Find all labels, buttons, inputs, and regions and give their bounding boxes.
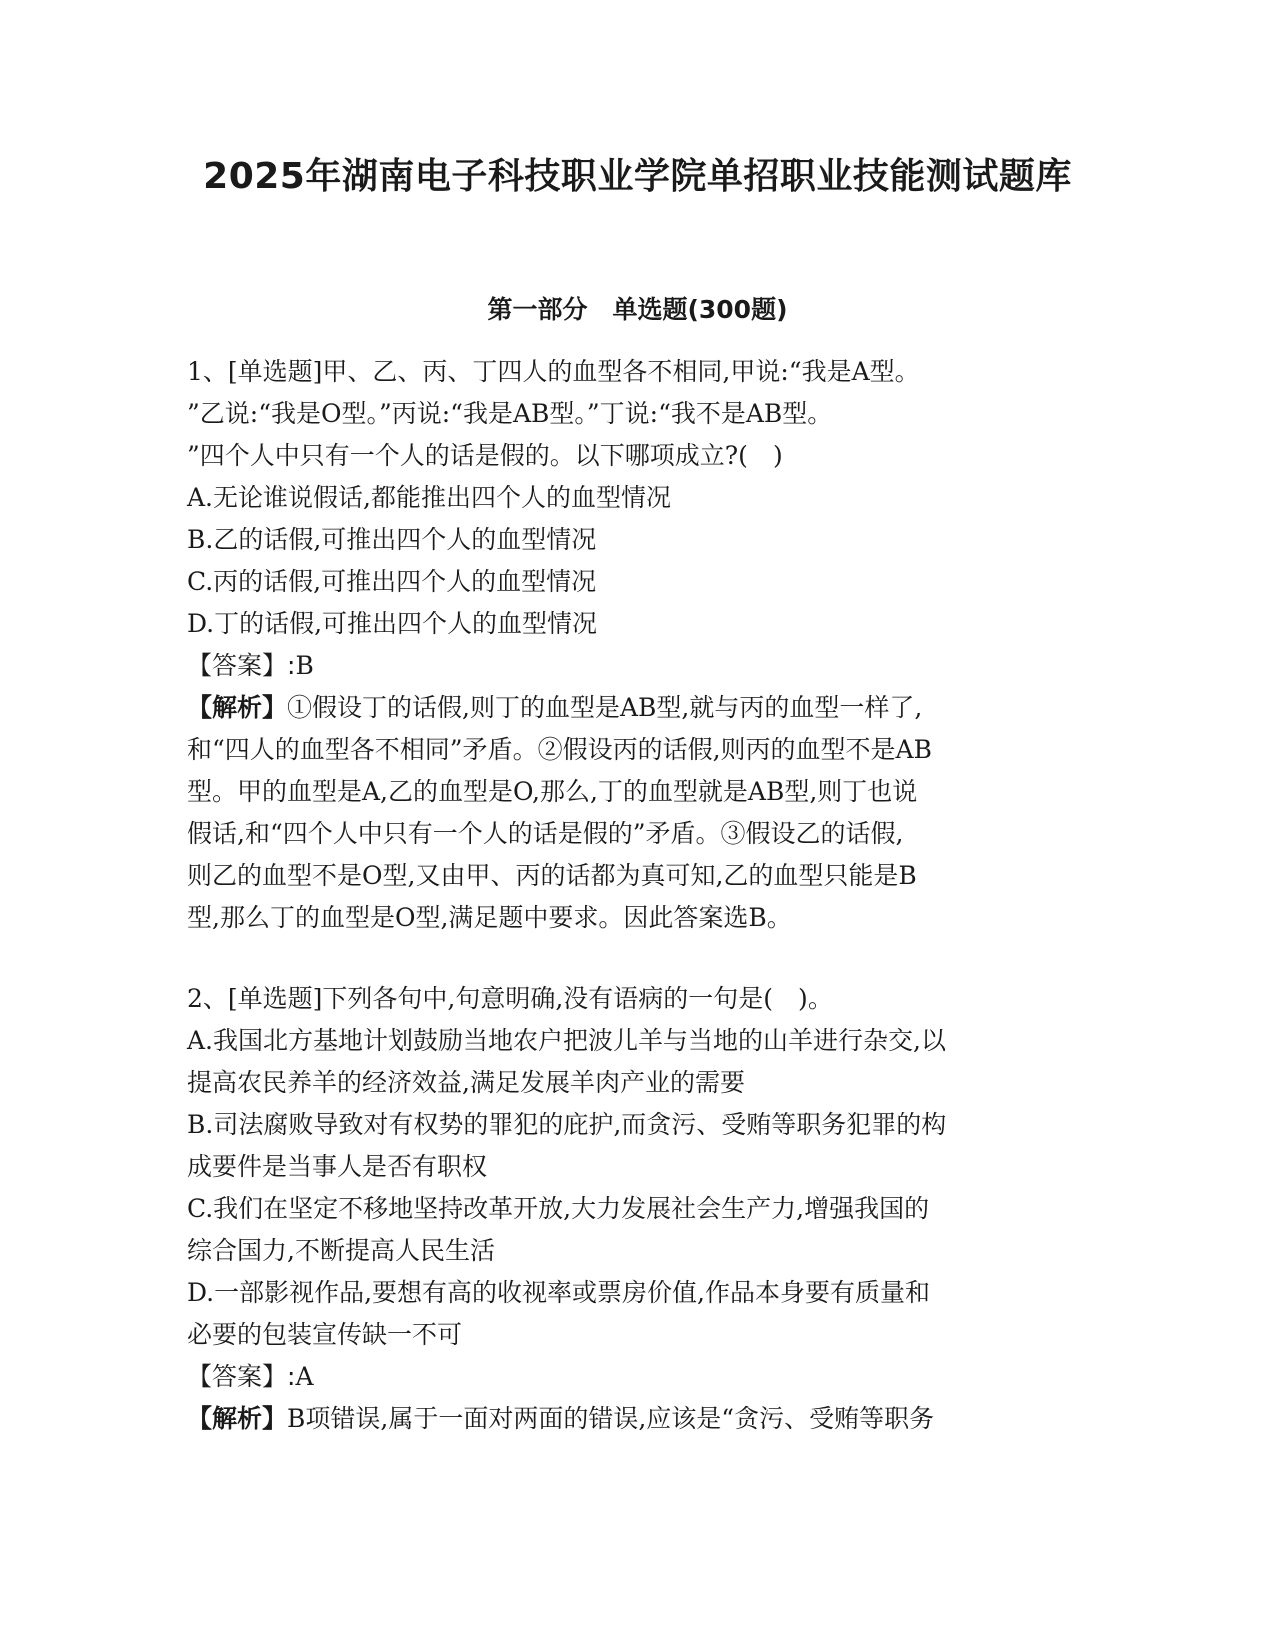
explanation-text: ①假设丁的话假,则丁的血型是AB型,就与丙的血型一样了, [287, 693, 923, 722]
option-b-continued: 成要件是当事人是否有职权 [187, 1152, 488, 1181]
answer-line [187, 645, 1087, 687]
option-b: B.乙的话假,可推出四个人的血型情况 [187, 525, 597, 554]
explanation-label: 【解析】 [187, 693, 288, 722]
option-c: C.我们在坚定不移地坚持改革开放,大力发展社会生产力,增强我国的 [187, 1194, 930, 1223]
question-stem-line: 1、[单选题]甲、乙、丙、丁四人的血型各不相同,甲说:“我是A型。 [187, 357, 920, 386]
question-2 [187, 978, 1087, 1440]
option-b: B.司法腐败导致对有权势的罪犯的庇护,而贪污、受贿等职务犯罪的构 [187, 1110, 947, 1139]
option-d: D.丁的话假,可推出四个人的血型情况 [187, 609, 598, 638]
explanation-line: 则乙的血型不是O型,又由甲、丙的话都为真可知,乙的血型只能是B [187, 861, 917, 890]
document-title: 2025年湖南电子科技职业学院单招职业技能测试题库 [203, 156, 1072, 197]
question-stem-line: ”乙说:“我是O型。”丙说:“我是AB型。”丁说:“我不是AB型。 [187, 399, 833, 428]
answer-line [187, 1356, 1087, 1398]
explanation-text: B项错误,属于一面对两面的错误,应该是“贪污、受贿等职务 [287, 1404, 935, 1433]
explanation-line [187, 1398, 1087, 1440]
explanation-line: 和“四人的血型各不相同”矛盾。②假设丙的话假,则丙的血型不是AB [187, 735, 932, 764]
explanation-line: 型,那么丁的血型是O型,满足题中要求。因此答案选B。 [187, 903, 792, 932]
explanation-line: 假话,和“四个人中只有一个人的话是假的”矛盾。③假设乙的话假, [187, 819, 904, 848]
answer-value: A [295, 1362, 314, 1391]
option-d: D.一部影视作品,要想有高的收视率或票房价值,作品本身要有质量和 [187, 1278, 930, 1307]
explanation-label: 【解析】 [187, 1404, 288, 1433]
question-stem-line: 2、[单选题]下列各句中,句意明确,没有语病的一句是( )。 [187, 984, 833, 1013]
answer-label: 【答案】: [187, 1362, 296, 1391]
option-a: A.无论谁说假话,都能推出四个人的血型情况 [187, 483, 671, 512]
option-c-continued: 综合国力,不断提高人民生活 [187, 1236, 495, 1265]
question-stem-line: ”四个人中只有一个人的话是假的。以下哪项成立?( ) [187, 441, 783, 470]
section-title: 第一部分 单选题(300题) [487, 295, 788, 324]
option-a-continued: 提高农民养羊的经济效益,满足发展羊肉产业的需要 [187, 1068, 745, 1097]
explanation-line [187, 687, 1087, 729]
option-c: C.丙的话假,可推出四个人的血型情况 [187, 567, 597, 596]
option-d-continued: 必要的包装宣传缺一不可 [187, 1320, 463, 1349]
explanation-line: 型。甲的血型是A,乙的血型是O,那么,丁的血型就是AB型,则丁也说 [187, 777, 918, 806]
answer-value: B [295, 651, 314, 680]
answer-label: 【答案】: [187, 651, 296, 680]
question-1 [187, 351, 1087, 939]
option-a: A.我国北方基地计划鼓励当地农户把波儿羊与当地的山羊进行杂交,以 [187, 1026, 946, 1055]
